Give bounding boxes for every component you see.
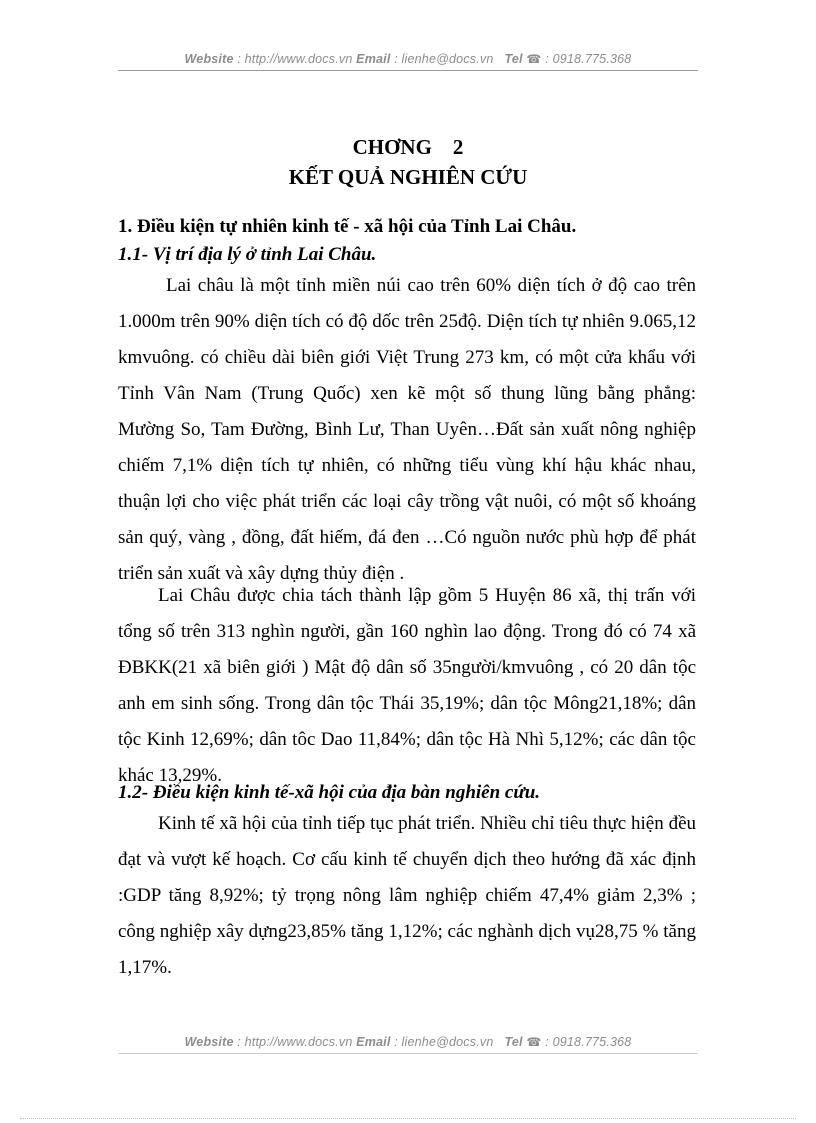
footer-website-label: Website [184,1035,234,1049]
page-footer [118,1035,698,1049]
header-tel-sep: : [541,52,553,66]
header-email-label: Email [356,52,391,66]
section-1-2-paragraph-1: Kinh tế xã hội của tỉnh tiếp tục phát triển. Nhiều chỉ tiêu thực hiện đều đạt và vượt kế hoạch. Cơ cấu kinh tế chuyển dịch theo hướng đã xác định :GDP tăng 8,92%; tỷ trọng nông lâm nghiệp chiếm 47,4% giảm 2,3% ; công nghiệp xây dựng23,85% tăng 1,12%; các nghành dịch vụ28,75 % tăng 1,17%. [118,813,696,978]
section-1-1-heading: 1.1- Vị trí địa lý ở tỉnh Lai Châu. [118,244,377,265]
footer-tel-sep: : [541,1035,553,1049]
chapter-title: KẾT QUẢ NGHIÊN CỨU [288,165,528,189]
header-website-url[interactable]: http://www.docs.vn [244,52,353,66]
section-1-heading: 1. Điều kiện tự nhiên kinh tế - xã hội của Tỉnh Lai Châu. [118,216,577,237]
footer-email-value[interactable]: lienhe@docs.vn [401,1035,494,1049]
header-rule [118,70,698,71]
footer-website-sep: : [233,1035,245,1049]
header-tel-label: Tel [504,52,523,66]
footer-email-label: Email [356,1035,391,1049]
footer-tel-label: Tel [504,1035,523,1049]
header-email-value[interactable]: lienhe@docs.vn [401,52,494,66]
footer-rule [118,1053,698,1054]
footer-tel-value: 0918.775.368 [552,1035,632,1049]
footer-website-url[interactable]: http://www.docs.vn [244,1035,353,1049]
section-1-1-paragraph-1: Lai châu là một tỉnh miền núi cao trên 60% diện tích ở độ cao trên 1.000m trên 90% diện tích có độ dốc trên 25độ. Diện tích tự nhiên 9.065,12 kmvuông. có chiều dài biên giới Việt Trung 273 km, có một cửa khẩu với Tỉnh Vân Nam (Trung Quốc) xen kẽ một số thung lũng bằng phẳng: Mường So, Tam Đường, Bình Lư, Than Uyên…Đất sản xuất nông nghiệp chiếm 7,1% diện tích tự nhiên, có những tiểu vùng khí hậu khác nhau, thuận lợi cho việc phát triển các loại cây trồng vật nuôi, có một số khoáng sản quý, vàng , đồng, đất hiếm, đá đen …Có nguồn nước phù hợp để phát triển sản xuất và xây dựng thủy điện . [118,275,696,584]
footer-email-sep: : [390,1035,402,1049]
page-bottom-border [20,1118,796,1119]
phone-icon: ☎ [526,1035,542,1049]
phone-icon: ☎ [526,52,542,66]
header-email-sep: : [390,52,402,66]
section-1-1-paragraph-2: Lai Châu được chia tách thành lập gồm 5 Huyện 86 xã, thị trấn với tổng số trên 313 nghìn người, gần 160 nghìn lao động. Trong đó có 74 xã ĐBKK(21 xã biên giới ) Mật độ dân số 35người/kmvuông , có 20 dân tộc anh em sinh sống. Trong dân tộc Thái 35,19%; dân tộc Mông21,18%; dân tộc Kinh 12,69%; dân tôc Dao 11,84%; dân tộc Hà Nhì 5,12%; các dân tộc khác 13,29%. [118,585,696,786]
header-website-sep: : [233,52,245,66]
header-website-label: Website [184,52,234,66]
header-tel-value: 0918.775.368 [552,52,632,66]
page-header [118,52,698,66]
chapter-label: CHƠNG 2 [352,135,464,159]
section-1-2-heading: 1.2- Điều kiện kinh tế-xã hội của địa bàn nghiên cứu. [118,782,541,803]
